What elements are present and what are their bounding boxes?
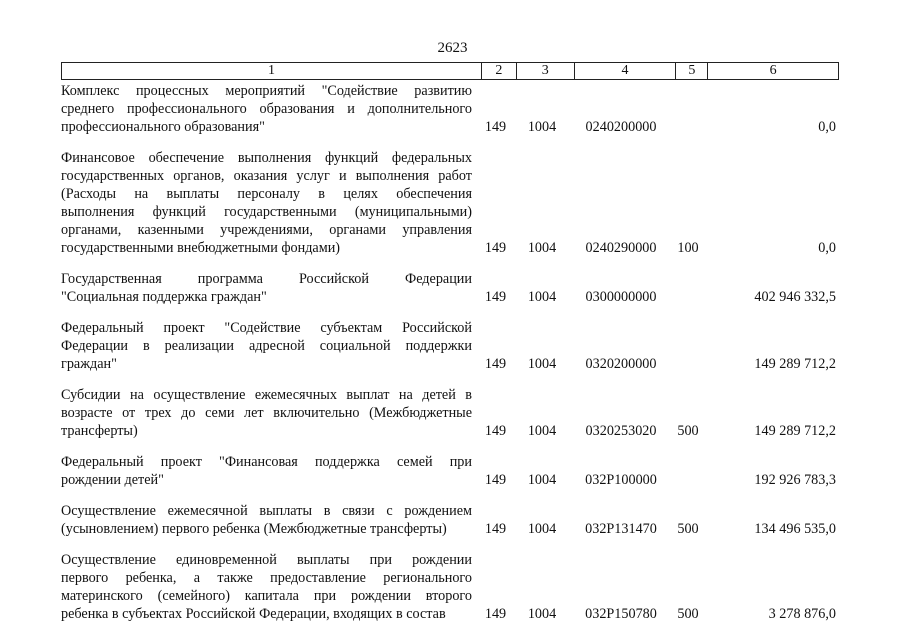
amount-value: 402 946 332,5	[754, 289, 836, 305]
description-line: Федеральный проект "Содействие субъектам Российской	[61, 320, 472, 336]
target-article-code: 0240200000	[585, 119, 657, 135]
target-article-code: 0320200000	[585, 356, 657, 372]
target-article-code: 032Р150780	[585, 606, 657, 622]
description-line: государственными внебюджетными фондами)	[61, 240, 341, 256]
section-code: 149	[484, 606, 507, 622]
subsection-code: 1004	[527, 606, 557, 622]
subsection-code: 1004	[527, 521, 557, 537]
section-code: 149	[484, 356, 507, 372]
subsection-code: 1004	[527, 289, 557, 305]
row-description	[61, 453, 478, 489]
amount-value: 149 289 712,2	[754, 423, 836, 439]
description-line: рождении детей"	[61, 472, 164, 488]
section-code: 149	[484, 240, 507, 256]
row-description	[61, 319, 478, 373]
description-line: Государственная программа Российской Федерации	[61, 271, 472, 287]
table-row	[61, 502, 839, 538]
description-line: органами, казенными учреждениями, органами управления	[61, 222, 472, 238]
target-article-code: 032Р100000	[585, 472, 657, 488]
target-article-code: 0300000000	[585, 289, 657, 305]
expense-type-code: 500	[677, 521, 699, 537]
row-description	[61, 551, 478, 623]
table-row	[61, 453, 839, 489]
header-col-1: 1	[267, 63, 275, 78]
header-col-6: 6	[707, 63, 838, 79]
amount-value: 192 926 783,3	[754, 472, 836, 488]
header-col-3: 3	[516, 63, 574, 79]
row-description	[61, 82, 478, 136]
amount-value: 0,0	[818, 119, 836, 135]
description-line: Субсидии на осуществление ежемесячных выплат на детей в	[61, 387, 472, 403]
header-col-4: 4	[574, 63, 676, 79]
description-line: возрасте от трех до семи лет включительно (Межбюджетные	[61, 405, 472, 421]
table-row	[61, 551, 839, 623]
description-line: ребенка в субъектах Российской Федерации, входящих в состав	[61, 606, 446, 622]
table-body	[61, 82, 839, 623]
description-line: Финансовое обеспечение выполнения функций федеральных	[61, 150, 472, 166]
description-line: среднего профессионального образования и дополнительного	[61, 101, 472, 117]
row-description	[61, 270, 478, 306]
description-line: граждан"	[61, 356, 117, 372]
amount-value: 0,0	[818, 240, 836, 256]
target-article-code: 0240290000	[585, 240, 657, 256]
table-row	[61, 82, 839, 136]
amount-value: 3 278 876,0	[768, 606, 836, 622]
subsection-code: 1004	[527, 472, 557, 488]
description-line: материнского (семейного) капитала при рождении второго	[61, 588, 472, 604]
section-code: 149	[484, 289, 507, 305]
expense-type-code: 500	[677, 423, 699, 439]
table-row	[61, 319, 839, 373]
table-row	[61, 386, 839, 440]
expense-type-code: 100	[677, 240, 699, 256]
subsection-code: 1004	[527, 119, 557, 135]
target-article-code: 032Р131470	[585, 521, 657, 537]
amount-value: 149 289 712,2	[754, 356, 836, 372]
description-line: "Социальная поддержка граждан"	[61, 289, 267, 305]
table-row	[61, 270, 839, 306]
budget-table	[61, 62, 839, 623]
amount-value: 134 496 535,0	[754, 521, 836, 537]
expense-type-code: 500	[677, 606, 699, 622]
description-line: выполнения функций государственными (муниципальными)	[61, 204, 472, 220]
description-line: государственных органов, оказания услуг и выполнения работ	[61, 168, 472, 184]
subsection-code: 1004	[527, 240, 557, 256]
row-description	[61, 502, 478, 538]
header-col-5: 5	[675, 63, 707, 79]
target-article-code: 0320253020	[585, 423, 657, 439]
section-code: 149	[484, 119, 507, 135]
description-line: (усыновлением) первого ребенка (Межбюджетные трансферты)	[61, 521, 447, 537]
table-row	[61, 149, 839, 257]
description-line: трансферты)	[61, 423, 138, 439]
row-description	[61, 149, 478, 257]
description-line: профессионального образования"	[61, 119, 265, 135]
subsection-code: 1004	[527, 356, 557, 372]
section-code: 149	[484, 423, 507, 439]
description-line: Комплекс процессных мероприятий "Содействие развитию	[61, 83, 472, 99]
description-line: (Расходы на выплаты персоналу в целях обеспечения	[61, 186, 472, 202]
subsection-code: 1004	[527, 423, 557, 439]
section-code: 149	[484, 521, 507, 537]
description-line: Осуществление единовременной выплаты при рождении	[61, 552, 472, 568]
row-description	[61, 386, 478, 440]
description-line: Осуществление ежемесячной выплаты в связи с рождением	[61, 503, 472, 519]
description-line: первого ребенка, а также предоставление регионального	[61, 570, 472, 586]
table-header	[61, 62, 839, 80]
description-line: Федерации в реализации адресной социальной поддержки	[61, 338, 472, 354]
description-line: Федеральный проект "Финансовая поддержка семей при	[61, 454, 472, 470]
section-code: 149	[484, 472, 507, 488]
header-col-2: 2	[481, 63, 516, 79]
page-number: 2623	[437, 40, 468, 56]
